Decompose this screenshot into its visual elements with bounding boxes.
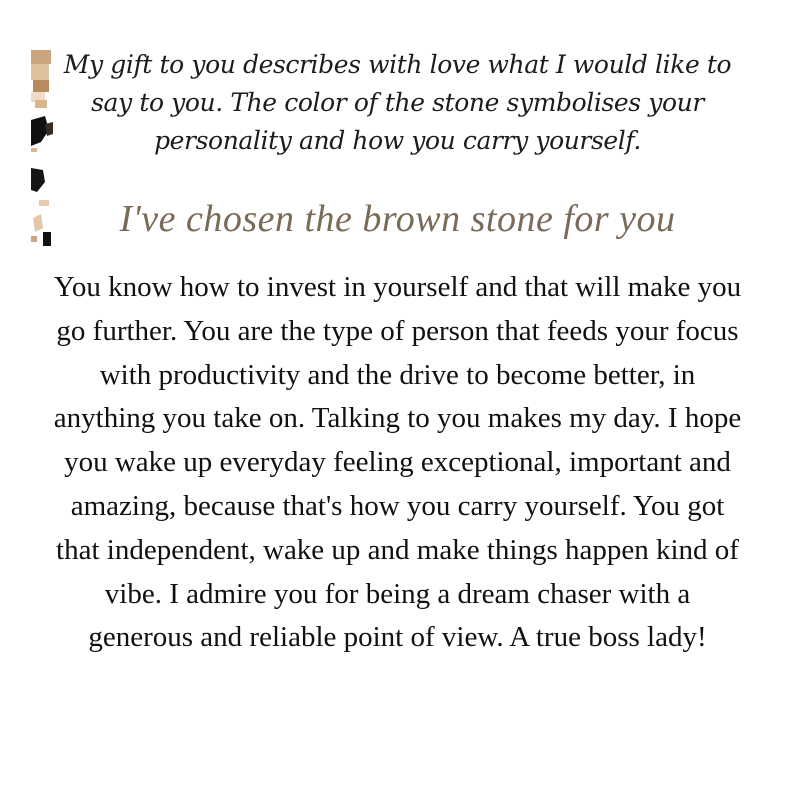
stone-heading: I've chosen the brown stone for you [119, 198, 676, 240]
message-paragraph: You know how to invest in yourself and that will make you go further. You are the type of person that feeds your focus with productivity and the drive to become better, in anything you take on. Talking to you makes my day. I hope you wake up everyday feeling exceptional, important and amazing, because that's how you carry yourself. You got that independent, wake up and make things happen kind of vibe. I admire you for being a dream chaser with a generous and reliable point of view. A true boss lady! [53, 271, 742, 654]
intro-paragraph: My gift to you describes with love what I would like to say to you. The color of the stone symbolises your personality and how you carry yourself. [63, 50, 732, 155]
brown-stone-texture-strip [31, 50, 53, 246]
